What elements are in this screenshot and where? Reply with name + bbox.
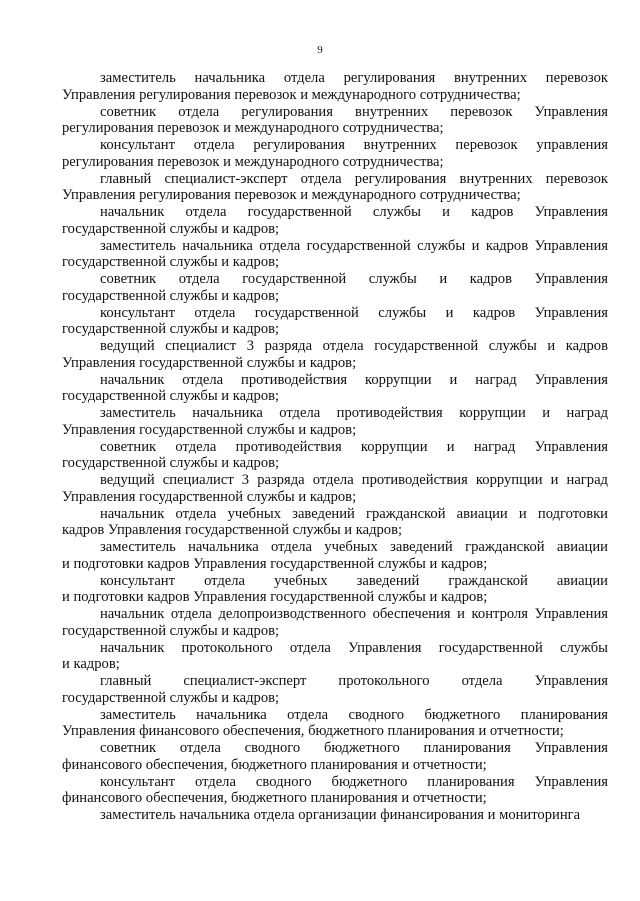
paragraph-first-line: консультант отдела регулирования внутренних перевозок управления — [100, 137, 608, 153]
paragraph-continuation: Управления финансового обеспечения, бюджетного планирования и отчетности; — [62, 723, 564, 740]
paragraph-continuation: Управления государственной службы и кадров; — [62, 421, 357, 438]
paragraph-continuation: и кадров; — [62, 656, 120, 673]
document-body — [62, 70, 608, 824]
paragraph-first-line: советник отдела регулирования внутренних перевозок Управления — [100, 103, 608, 120]
paragraph-continuation: финансового обеспечения, бюджетного планирования и отчетности; — [62, 790, 487, 807]
paragraph-continuation: и подготовки кадров Управления государственной службы и кадров; — [62, 555, 488, 572]
paragraph — [62, 204, 608, 238]
paragraph-continuation: Управления регулирования перевозок и международного сотрудничества; — [62, 86, 521, 103]
paragraph — [62, 70, 608, 104]
paragraph — [62, 472, 608, 506]
paragraph-continuation: и подготовки кадров Управления государственной службы и кадров; — [62, 589, 488, 606]
paragraph-first-line: советник отдела сводного бюджетного планирования Управления — [100, 740, 608, 756]
paragraph-continuation: Управления государственной службы и кадров; — [62, 354, 357, 371]
paragraph-first-line: заместитель начальника отдела регулирования внутренних перевозок — [100, 70, 608, 86]
paragraph-first-line: главный специалист-эксперт отдела регулирования внутренних перевозок — [100, 170, 608, 187]
page-number: 9 — [317, 44, 323, 56]
paragraph — [62, 774, 608, 808]
paragraph-first-line: начальник отдела государственной службы и кадров Управления — [100, 204, 608, 220]
paragraph-first-line: консультант отдела сводного бюджетного планирования Управления — [100, 773, 608, 790]
paragraph-continuation: кадров Управления государственной службы и кадров; — [62, 522, 403, 539]
paragraph — [62, 171, 608, 205]
paragraph — [62, 807, 608, 824]
paragraph-continuation: Управления государственной службы и кадров; — [62, 488, 357, 505]
paragraph-continuation: государственной службы и кадров; — [62, 321, 280, 338]
paragraph-first-line: консультант отдела учебных заведений гражданской авиации — [100, 572, 608, 589]
paragraph-continuation: государственной службы и кадров; — [62, 689, 280, 706]
paragraph-first-line: советник отдела противодействия коррупции и наград Управления — [100, 438, 608, 455]
paragraph-continuation: Управления регулирования перевозок и международного сотрудничества; — [62, 187, 521, 204]
paragraph-first-line: ведущий специалист 3 разряда отдела противодействия коррупции и наград — [100, 472, 608, 488]
paragraph-first-line: заместитель начальника отдела учебных заведений гражданской авиации — [100, 539, 608, 555]
paragraph — [62, 740, 608, 774]
paragraph-first-line: начальник отдела учебных заведений гражданской авиации и подготовки — [100, 505, 608, 522]
paragraph-continuation: государственной службы и кадров; — [62, 388, 280, 405]
paragraph — [62, 640, 608, 674]
paragraph — [62, 707, 608, 741]
paragraph-continuation: государственной службы и кадров; — [62, 622, 280, 639]
paragraph-first-line: заместитель начальника отдела организации финансирования и мониторинга — [100, 807, 581, 823]
paragraph-continuation: государственной службы и кадров; — [62, 455, 280, 472]
paragraph-continuation: государственной службы и кадров; — [62, 287, 280, 304]
paragraph-first-line: начальник протокольного отдела Управления государственной службы — [100, 639, 608, 656]
paragraph — [62, 506, 608, 540]
paragraph — [62, 606, 608, 640]
paragraph-first-line: советник отдела государственной службы и кадров Управления — [100, 271, 608, 287]
paragraph — [62, 539, 608, 573]
paragraph-first-line: заместитель начальника отдела государственной службы и кадров Управления — [100, 237, 608, 254]
paragraph — [62, 271, 608, 305]
paragraph-continuation: регулирования перевозок и международного сотрудничества; — [62, 153, 444, 170]
paragraph-continuation: государственной службы и кадров; — [62, 220, 280, 237]
paragraph — [62, 405, 608, 439]
paragraph-continuation: финансового обеспечения, бюджетного планирования и отчетности; — [62, 756, 487, 773]
paragraph-continuation: регулирования перевозок и международного сотрудничества; — [62, 120, 444, 137]
paragraph-first-line: главный специалист-эксперт протокольного отдела Управления — [100, 673, 608, 689]
paragraph — [62, 104, 608, 138]
paragraph-first-line: консультант отдела государственной службы и кадров Управления — [100, 304, 608, 321]
paragraph — [62, 137, 608, 171]
paragraph-first-line: ведущий специалист 3 разряда отдела государственной службы и кадров — [100, 338, 608, 354]
paragraph — [62, 338, 608, 372]
paragraph — [62, 305, 608, 339]
paragraph — [62, 673, 608, 707]
paragraph-first-line: заместитель начальника отдела сводного бюджетного планирования — [100, 706, 608, 723]
paragraph-continuation: государственной службы и кадров; — [62, 254, 280, 271]
paragraph — [62, 238, 608, 272]
paragraph — [62, 372, 608, 406]
paragraph — [62, 439, 608, 473]
paragraph — [62, 573, 608, 607]
paragraph-first-line: начальник отдела противодействия коррупции и наград Управления — [100, 371, 608, 388]
paragraph-first-line: заместитель начальника отдела противодействия коррупции и наград — [100, 405, 608, 421]
paragraph-first-line: начальник отдела делопроизводственного обеспечения и контроля Управления — [100, 606, 608, 622]
